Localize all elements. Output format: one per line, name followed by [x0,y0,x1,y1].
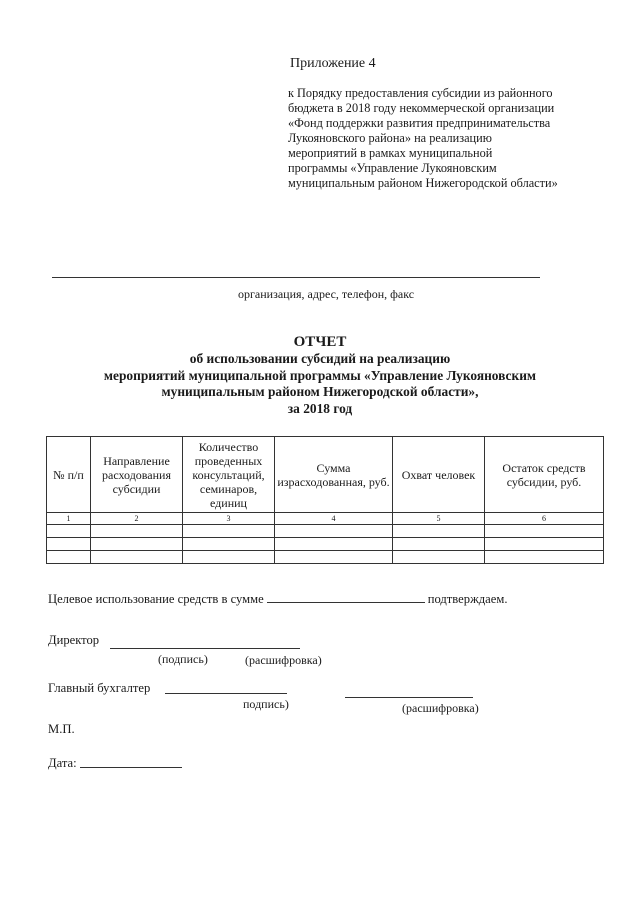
column-header: Сумма израсходованная, руб. [275,437,393,513]
director-signature-caption: (подпись) [158,652,208,666]
column-number-row [47,513,604,525]
table-cell[interactable] [91,525,183,538]
accountant-label: Главный бухгалтер [48,681,151,695]
confirmation-text-after: подтверждаем. [427,592,508,606]
column-number: 4 [275,513,393,525]
stamp-label: М.П. [48,722,75,736]
table-cell[interactable] [393,525,485,538]
table-cell[interactable] [275,525,393,538]
date-label: Дата: [48,756,77,770]
confirmation-sentence [48,592,507,607]
table-header-row [47,437,604,513]
director-decode-caption: (расшифровка) [245,653,322,667]
table-cell[interactable] [393,551,485,564]
organization-line [52,277,540,278]
column-number: 5 [393,513,485,525]
amount-field[interactable] [267,592,425,603]
organization-caption: организация, адрес, телефон, факс [238,287,415,301]
confirmation-text-before: Целевое использование средств в сумме [48,592,264,606]
column-header: № п/п [47,437,91,513]
appendix-title: Приложение 4 [290,56,376,71]
table-cell[interactable] [275,551,393,564]
table-cell[interactable] [47,538,91,551]
director-label: Директор [48,633,100,647]
column-header: Остаток средств субсидии, руб. [485,437,604,513]
table-row [47,525,604,538]
table-cell[interactable] [275,538,393,551]
column-header: Охват человек [393,437,485,513]
table-cell[interactable] [91,538,183,551]
accountant-signature-caption: подпись) [243,697,289,711]
table-cell[interactable] [485,525,604,538]
table-cell[interactable] [485,538,604,551]
appendix-description: к Порядку предоставления субсидии из районного бюджета в 2018 году некоммерческой организации «Фонд поддержки развития предпринимательства Лукояновского района» на реализацию мероприятий в рамках муниципальной программы «Управление Лукояновским муниципальным районом Нижегородской области» [288,86,558,190]
column-number: 3 [183,513,275,525]
column-header: Количество проведенных консультаций, семинаров, единиц [183,437,275,513]
column-number: 2 [91,513,183,525]
table-row [47,551,604,564]
column-number: 1 [47,513,91,525]
table-cell[interactable] [183,551,275,564]
report-title: ОТЧЕТ [293,334,347,350]
column-number: 6 [485,513,604,525]
table-cell[interactable] [47,525,91,538]
report-table [46,436,604,564]
report-subtitle: об использовании субсидий на реализацию мероприятий муниципальной программы «Управление Лукояновским муниципальным районом Нижегородской области», за 2018 год [103,351,537,416]
date-line[interactable] [80,767,182,768]
report-title-block [40,333,600,417]
table-cell[interactable] [91,551,183,564]
column-header: Направление расходования субсидии [91,437,183,513]
director-signature-line[interactable] [110,648,300,649]
accountant-signature-line[interactable] [165,693,287,694]
table-row [47,538,604,551]
accountant-decode-caption: (расшифровка) [402,701,479,715]
table-cell[interactable] [485,551,604,564]
accountant-decode-line[interactable] [345,697,473,698]
table-cell[interactable] [47,551,91,564]
table-cell[interactable] [183,525,275,538]
table-cell[interactable] [183,538,275,551]
table-cell[interactable] [393,538,485,551]
